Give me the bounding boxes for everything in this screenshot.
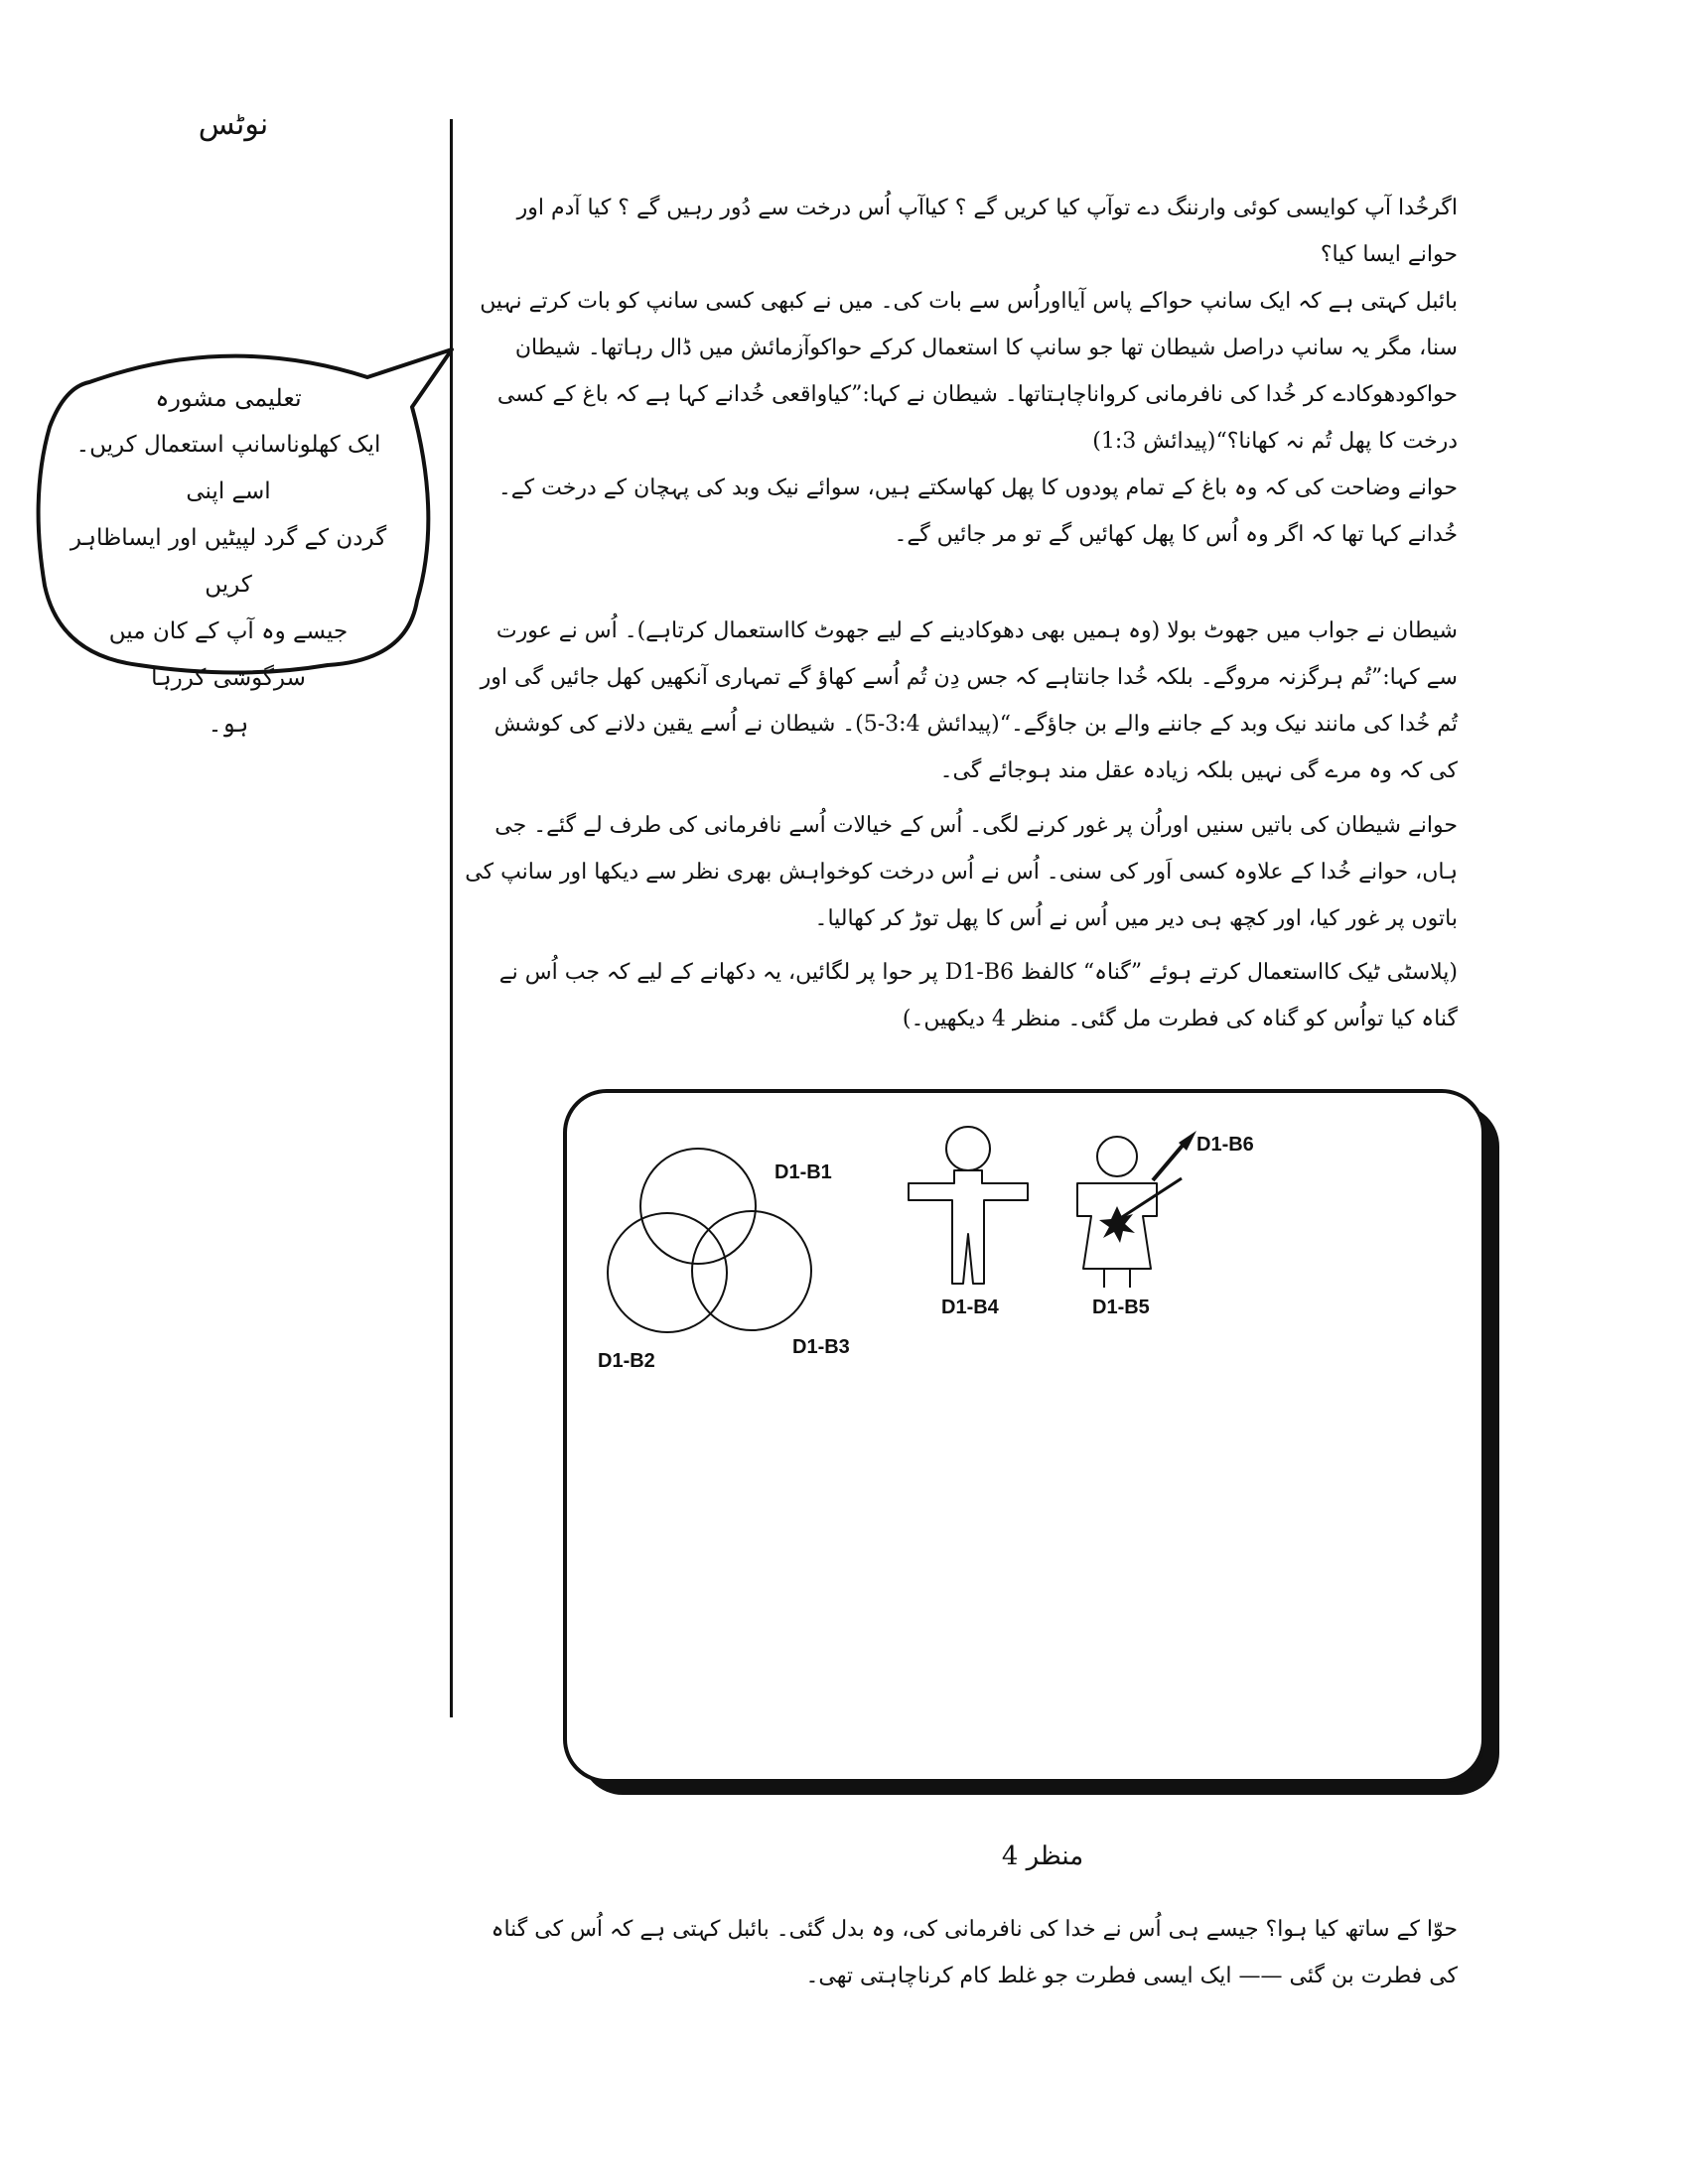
figure-caption: منظر 4 (1001, 1842, 1084, 1871)
tip-text (70, 375, 387, 749)
label-d1-b6: D1-B6 (1196, 1134, 1254, 1156)
label-d1-b4: D1-B4 (941, 1297, 999, 1318)
label-d1-b5: D1-B5 (1092, 1297, 1150, 1318)
paragraph-3: حوانے وضاحت کی کہ وہ باغ کے تمام پودوں کا پھل کھاسکتے ہیں، سوائے نیک وبد کی پہچان کے درخت کے۔ خُدانے کہا تھا کہ اگر وہ اُس کا پھل کھائیں گے تو مر جائیں گے۔ (497, 476, 1458, 547)
notes-title: نوٹس (198, 107, 269, 142)
tip-line: گردن کے گرد لپیٹیں اور ایساظاہر کریں (70, 525, 387, 598)
paragraph-1: اگرخُدا آپ کوایسی کوئی وارننگ دے توآپ کیا کریں گے ؟ کیاآپ اُس درخت سے دُور رہیں گے ؟ کیا آدم اور حوانے ایسا کیا؟ (516, 196, 1458, 267)
paragraph-2: بائبل کہتی ہے کہ ایک سانپ حواکے پاس آیااوراُس سے بات کی۔ میں نے کبھی کسی سانپ کو بات کرتے نہیں سنا، مگر یہ سانپ دراصل شیطان تھا جو سانپ کا استعمال کرکے حواکوآزمائش میں ڈال رہاتھا۔ شیطان حواکودھوکادے کر خُدا کی نافرمانی کرواناچاہتاتھا۔ شیطان نے کہا:”کیاواقعی خُدانے کہا ہے کہ باغ کے کسی درخت کا پھل تُم نہ کھانا؟“(پیدائش 1:3) (480, 289, 1458, 454)
paragraph-5: حوانے شیطان کی باتیں سنیں اوراُن پر غور کرنے لگی۔ اُس کے خیالات اُسے نافرمانی کی طرف لے گئے۔ جی ہاں، حوانے خُدا کے علاوہ کسی اَور کی سنی۔ اُس نے اُس درخت کوخواہش بھری نظر سے دیکھا اور سانپ کی باتوں پر غور کیا، اور کچھ ہی دیر میں اُس نے اُس کا پھل توڑ کر کھالیا۔ (465, 813, 1458, 931)
scene-figure (561, 1087, 1514, 1807)
tip-line: ایک کھلوناسانپ استعمال کریں۔اسے اپنی (75, 432, 381, 504)
label-d1-b2: D1-B2 (598, 1350, 655, 1372)
label-d1-b1: D1-B1 (774, 1161, 832, 1183)
paragraph-7: حوّا کے ساتھ کیا ہوا؟ جیسے ہی اُس نے خدا کی نافرمانی کی، وہ بدل گئی۔ بائبل کہتی ہے کہ اُس کی گناہ کی فطرت بن گئی —— ایک ایسی فطرت جو غلط کام کرناچاہتی تھی۔ (491, 1917, 1458, 1988)
paragraph-4: شیطان نے جواب میں جھوٹ بولا (وہ ہمیں بھی دھوکادینے کے لیے جھوٹ کااستعمال کرتاہے)۔ اُس نے عورت سے کہا:”تُم ہرگزنہ مروگے۔ بلکہ خُدا جانتاہے کہ جس دِن تُم اُسے کھاؤ گے تمہاری آنکھیں کھل جائیں گی اور تُم خُدا کی مانند نیک وبد کے جاننے والے بن جاؤگے۔“(پیدائش 3:4-5)۔ شیطان نے اُسے یقین دلانے کی کوشش کی کہ وہ مرے گی نہیں بلکہ زیادہ عقل مند ہوجائے گی۔ (480, 618, 1458, 783)
label-d1-b3: D1-B3 (792, 1336, 850, 1358)
paragraph-6: (پلاسٹی ٹیک کااستعمال کرتے ہوئے ”گناہ“ کالفظ D1-B6 پر حوا پر لگائیں، یہ دکھانے کے لیے کہ جب اُس نے گناہ کیا تواُس کو گناہ کی فطرت مل گئی۔ منظر 4 دیکھیں۔) (498, 960, 1458, 1031)
tip-line: ہو۔ (208, 712, 249, 738)
tip-title: تعلیمی مشورہ (155, 384, 302, 412)
tip-line: جیسے وہ آپ کے کان میں سرگوشی کررہا (108, 618, 349, 691)
